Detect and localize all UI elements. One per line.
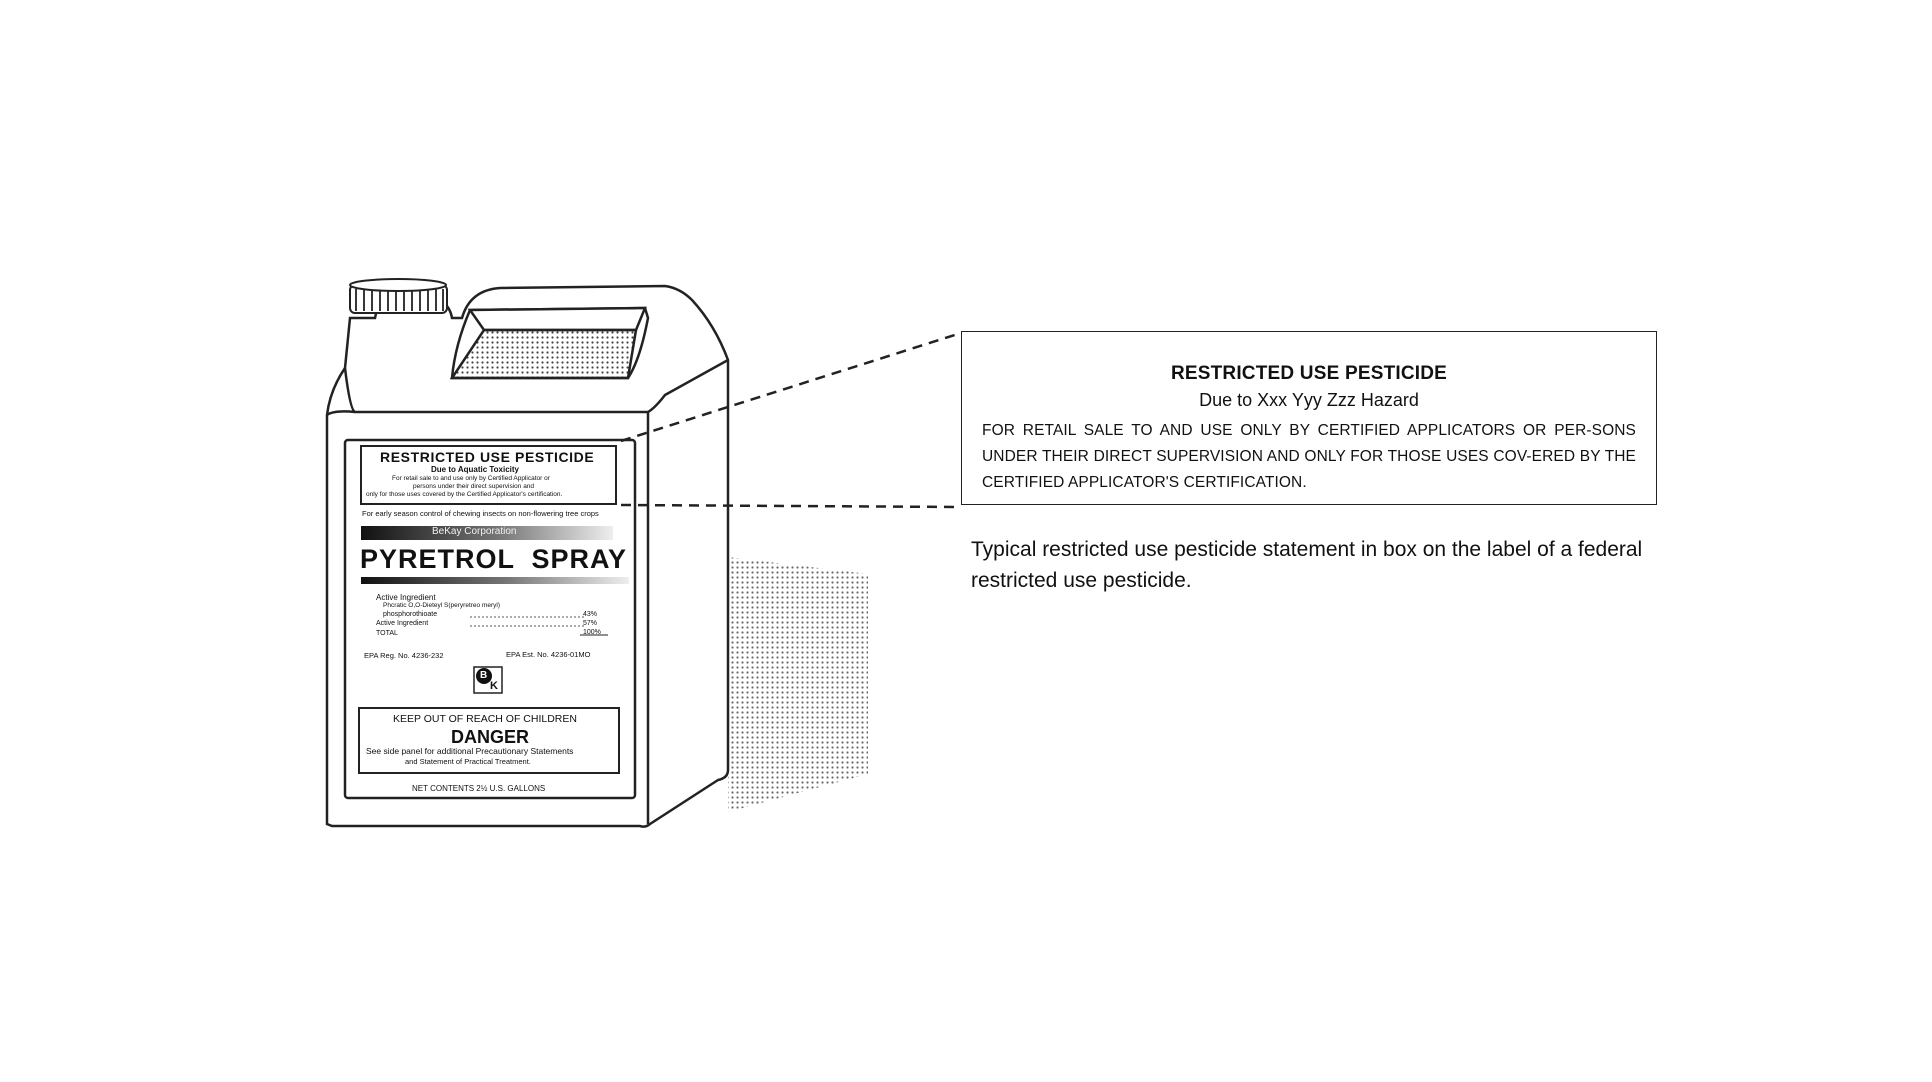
jug-use-note: For early season control of chewing insects on non-flowering tree crops xyxy=(362,509,599,518)
jug-total-label: TOTAL xyxy=(376,630,398,637)
jug-ingredient2-pct: 43% xyxy=(583,611,598,618)
rup-statement-body: FOR RETAIL SALE TO AND USE ONLY BY CERTIFIED APPLICATORS OR PER-SONS UNDER THEIR DIRECT SUPERVISION AND ONLY FOR THOSE USES COV-ERED BY THE CERTIFIED APPLICATOR'S CERTIFICATION. xyxy=(982,422,1636,491)
jug-total-pct: 100% xyxy=(583,629,601,636)
jug-ingredient3: Active Ingredient xyxy=(376,620,429,627)
jug-company: BeKay Corporation xyxy=(432,526,517,537)
jug-keep-out: KEEP OUT OF REACH OF CHILDREN xyxy=(393,713,577,725)
jug-signal-word: DANGER xyxy=(451,727,530,747)
rup-statement-title: RESTRICTED USE PESTICIDE xyxy=(1170,363,1448,384)
jug-hazard: Due to Aquatic Toxicity xyxy=(431,465,520,474)
jug-shadow xyxy=(728,557,868,812)
jug-cert-line3: only for those uses covered by the Certified Applicator's certification. xyxy=(366,491,563,498)
product-underline xyxy=(361,577,629,584)
jug-net-contents: NET CONTENTS 2½ U.S. GALLONS xyxy=(412,784,546,793)
rup-statement-hazard: Due to Xxx Yyy Zzz Hazard xyxy=(1199,390,1419,410)
bk-logo-top: B xyxy=(480,670,488,681)
jug-rup-header: RESTRICTED USE PESTICIDE xyxy=(380,449,595,465)
figure-caption: Typical restricted use pesticide statement in box on the label of a federal restricted use pesticide. xyxy=(971,538,1643,592)
jug-product-name: PYRETROL SPRAY xyxy=(360,544,628,574)
jug-epa-est: EPA Est. No. 4236-01MO xyxy=(506,650,591,659)
jug-ingredient1: Phcratic O,O-Dieteyl S(peryretreo meryl) xyxy=(383,602,501,609)
rup-statement-box xyxy=(961,331,1657,505)
jug-ingredient2: phosphorothioate xyxy=(383,611,438,618)
jug-cert-line2: persons under their direct supervision and xyxy=(413,483,535,490)
jug-cap xyxy=(350,279,447,313)
jug-cert-line1: For retail sale to and use only by Certified Applicator or xyxy=(392,475,550,482)
jug-ingredient3-pct: 57% xyxy=(583,620,598,627)
jug-precaution1: See side panel for additional Precautionary Statements xyxy=(366,746,574,756)
bk-logo-bottom: K xyxy=(490,680,498,692)
jug-precaution2: and Statement of Practical Treatment. xyxy=(405,757,531,766)
jug-epa-reg: EPA Reg. No. 4236-232 xyxy=(364,651,444,660)
jug-ingredients-heading: Active Ingredient xyxy=(376,593,436,602)
